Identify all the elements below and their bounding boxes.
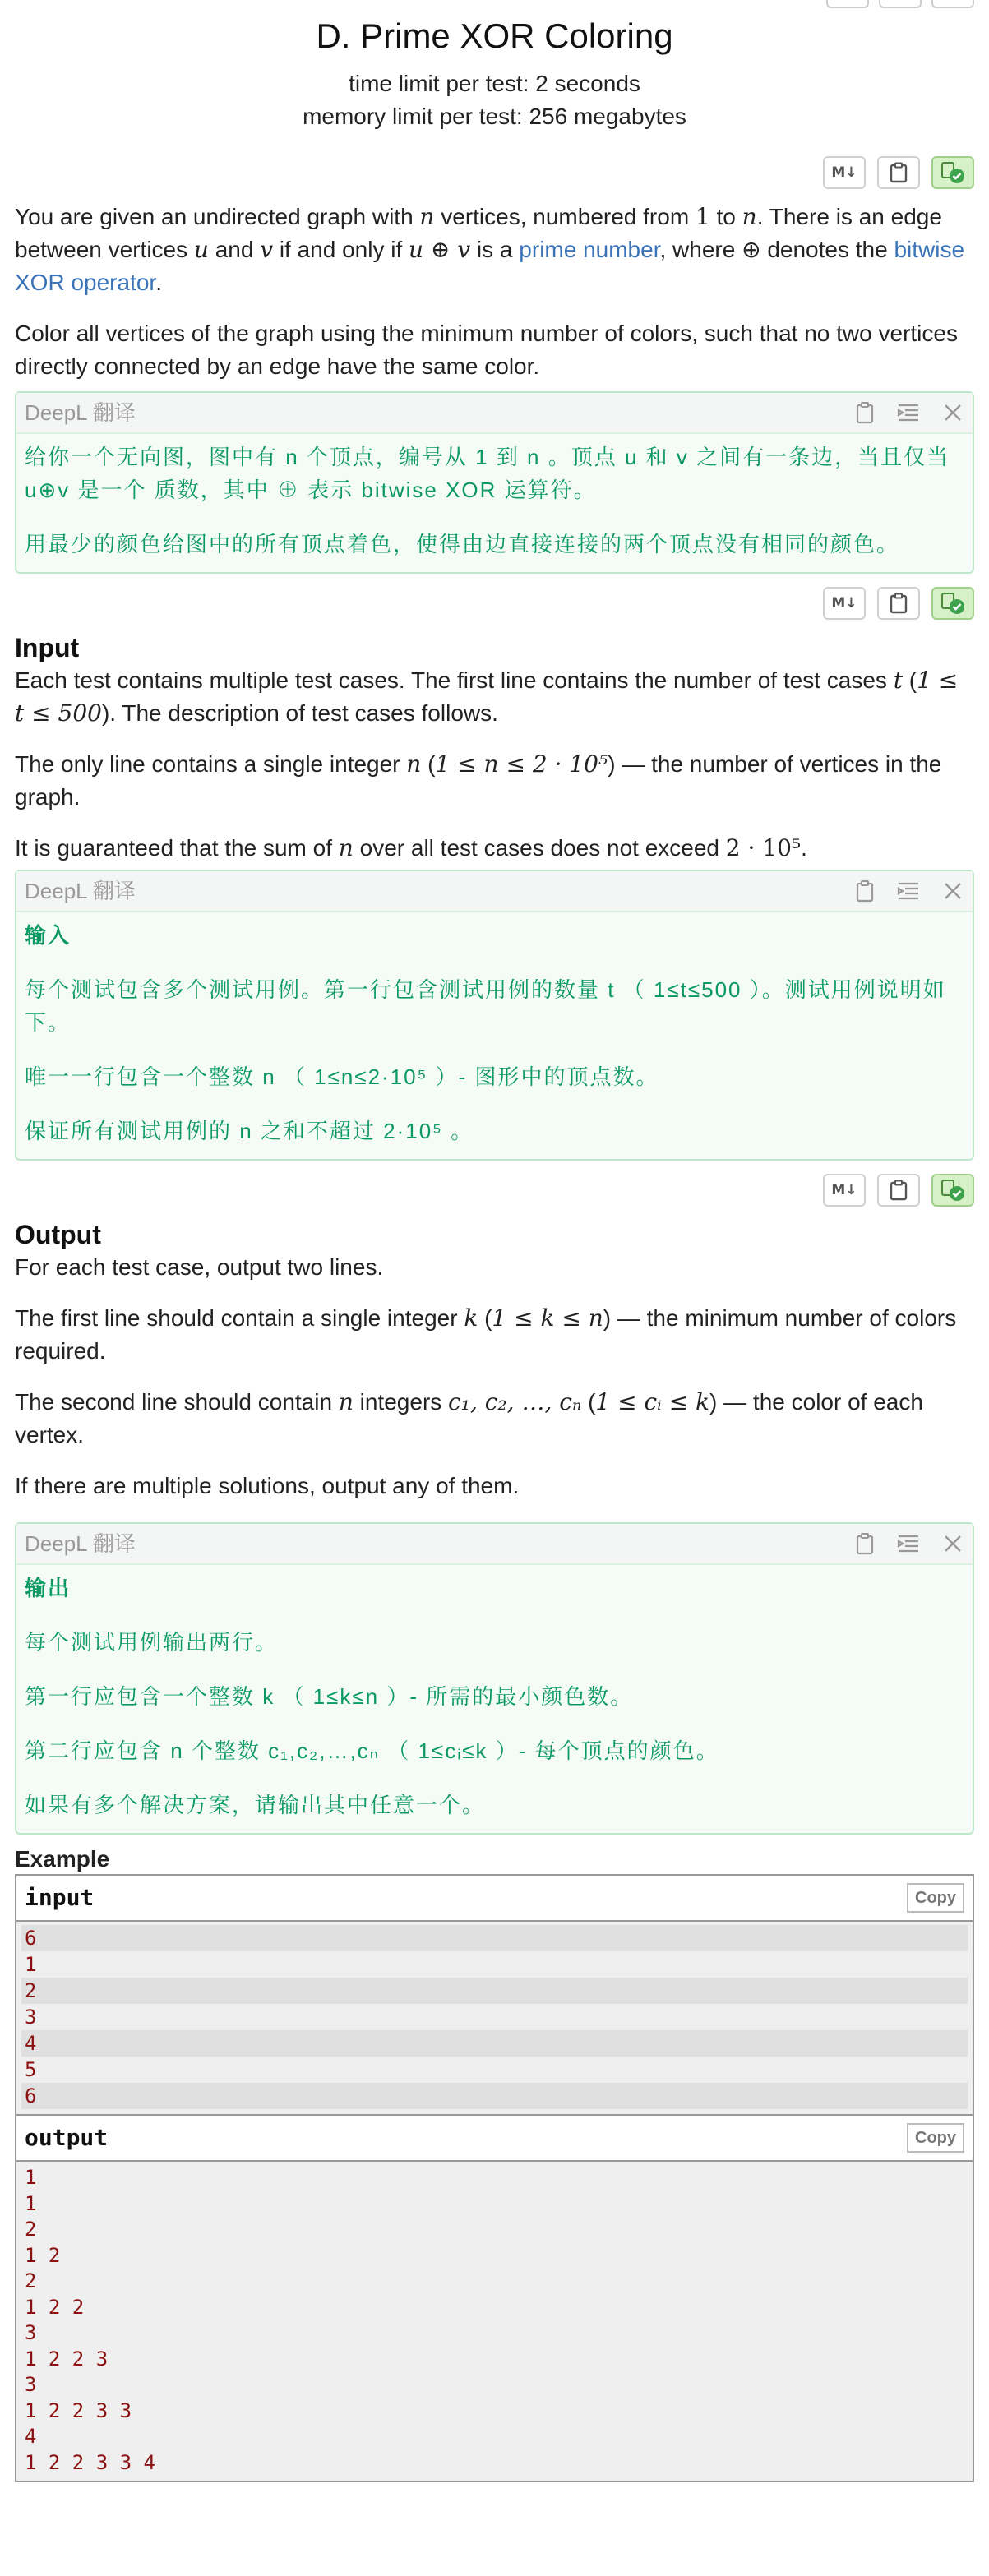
output-line: 1 2 2 3 3 4 xyxy=(25,2450,155,2474)
problem-title: D. Prime XOR Coloring xyxy=(316,16,673,55)
deepl-paragraph: 每个测试包含多个测试用例。第一行包含测试用例的数量 t （ 1≤t≤500 ）。测试用例说明如下。 xyxy=(25,977,946,1035)
text: It is guaranteed that the sum of xyxy=(15,835,339,861)
copy-icon[interactable] xyxy=(856,1532,874,1555)
md-button-stub[interactable] xyxy=(826,0,869,8)
input-toolbar xyxy=(15,587,974,623)
copy-output-button[interactable]: Copy xyxy=(907,2123,964,2153)
statement-toolbar xyxy=(15,156,974,192)
statement-paragraph-2: Color all vertices of the graph using the minimum number of colors, such that no two vertices directly connected by an edge have the same color. xyxy=(15,321,958,379)
input-paragraph-3 xyxy=(15,832,974,865)
math: 2 · 10⁵ xyxy=(725,834,802,861)
output-line: 1 2 2 3 3 xyxy=(25,2398,132,2422)
input-paragraph-1 xyxy=(15,664,974,730)
math: u ⊕ v xyxy=(409,236,471,263)
translate-check-icon xyxy=(940,160,966,185)
markdown-icon: M↓ xyxy=(831,164,857,181)
prime-number-link[interactable]: prime number xyxy=(519,237,660,262)
text: . There is an edge between vertices xyxy=(15,204,942,262)
text: integers xyxy=(353,1389,449,1415)
output-line: 1 2 xyxy=(25,2243,61,2267)
input-line: 6 xyxy=(21,1925,968,1951)
text: The first line should contain a single integer xyxy=(15,1305,464,1331)
deepl-section-title: 输出 xyxy=(25,1576,72,1600)
text: and xyxy=(208,237,261,262)
output-header xyxy=(16,2116,973,2162)
output-toolbar xyxy=(15,1174,974,1210)
close-icon[interactable] xyxy=(943,1534,963,1553)
text: ). The description of test cases follows. xyxy=(101,700,498,726)
output-paragraph-3 xyxy=(15,1386,974,1452)
input-line: 1 xyxy=(25,1953,37,1976)
deepl-paragraph: 第二行应包含 n 个整数 c₁,c₂,…,cₙ （ 1≤cᵢ≤k ）- 每个顶点的颜色。 xyxy=(25,1738,719,1763)
text: ) — the color of each vertex. xyxy=(15,1389,923,1447)
text: You are given an undirected graph with xyxy=(15,204,420,229)
deepl-header xyxy=(16,871,973,912)
deepl-header xyxy=(16,1524,973,1565)
output-line: 4 xyxy=(25,2425,37,2448)
text: ( xyxy=(902,667,917,693)
math: n xyxy=(338,834,354,861)
text: ( xyxy=(478,1305,492,1331)
example-box xyxy=(15,1874,974,2482)
input-line: 6 xyxy=(21,2083,968,2109)
clipboard-button[interactable] xyxy=(877,156,920,189)
text: over all test cases does not exceed xyxy=(353,835,726,861)
math: v xyxy=(260,236,274,263)
deepl-label: DeepL 翻译 xyxy=(25,879,136,903)
bitwise-xor-link[interactable]: bitwise XOR operator xyxy=(15,237,965,295)
output-line: 1 xyxy=(25,2191,37,2215)
copy-input-button[interactable]: Copy xyxy=(907,1883,964,1913)
output-body xyxy=(16,2162,973,2481)
example-title: Example xyxy=(15,1846,110,1872)
text: ) — the number of vertices in the graph. xyxy=(15,751,942,810)
input-title: Input xyxy=(15,633,80,662)
text: ( xyxy=(421,751,436,777)
close-icon[interactable] xyxy=(943,403,963,422)
output-paragraph-1: For each test case, output two lines. xyxy=(15,1254,384,1280)
input-line: 2 xyxy=(21,1978,968,2004)
translate-check-icon xyxy=(940,591,966,616)
deepl-paragraph: 如果有多个解决方案，请输出其中任意一个。 xyxy=(25,1793,486,1817)
top-toolbar-stub xyxy=(826,0,974,8)
deepl-translation-input xyxy=(15,870,974,1161)
deepl-paragraph: 唯一一行包含一个整数 n （ 1≤n≤2·10⁵ ）- 图形中的顶点数。 xyxy=(25,1064,659,1089)
clipboard-icon xyxy=(890,593,908,614)
translate-button-stub[interactable] xyxy=(931,0,974,8)
math: 1 ≤ n ≤ 2 · 10⁵ xyxy=(435,750,608,778)
markdown-button[interactable] xyxy=(823,156,866,189)
output-label: output xyxy=(25,2124,109,2151)
deepl-body xyxy=(16,1565,973,1833)
output-paragraph-2 xyxy=(15,1302,974,1368)
deepl-translation-statement xyxy=(15,391,974,574)
output-line: 3 xyxy=(25,2321,37,2344)
deepl-translation-output xyxy=(15,1522,974,1835)
math: u xyxy=(193,236,209,263)
input-section xyxy=(15,631,974,865)
text: if and only if xyxy=(273,237,409,262)
math: c₁, c₂, …, cₙ xyxy=(448,1388,582,1415)
text: vertices, numbered from xyxy=(434,204,696,229)
math: n xyxy=(419,203,435,230)
deepl-body xyxy=(16,912,973,1159)
output-section xyxy=(15,1218,974,1503)
markdown-button[interactable] xyxy=(823,587,866,620)
math: 1 ≤ cᵢ ≤ k xyxy=(595,1388,710,1415)
text: . xyxy=(155,270,162,295)
clipboard-button[interactable] xyxy=(877,587,920,620)
clipboard-button[interactable] xyxy=(877,1174,920,1207)
math: n xyxy=(742,203,757,230)
memory-limit: memory limit per test: 256 megabytes xyxy=(303,104,686,129)
text: The second line should contain xyxy=(15,1389,339,1415)
markdown-button[interactable] xyxy=(823,1174,866,1207)
text: The only line contains a single integer xyxy=(15,751,407,777)
text: ) — the minimum number of colors required. xyxy=(15,1305,957,1364)
translate-button[interactable] xyxy=(931,156,974,189)
text: ( xyxy=(581,1389,596,1415)
deepl-header xyxy=(16,393,973,434)
output-line: 2 xyxy=(25,2269,37,2292)
input-label: input xyxy=(25,1884,95,1911)
math: n xyxy=(406,750,422,778)
markdown-icon: M↓ xyxy=(831,595,857,612)
deepl-body xyxy=(16,434,973,572)
output-title: Output xyxy=(15,1220,101,1249)
math: 1 ≤ t ≤ 500 xyxy=(15,667,959,727)
statement-paragraph-1 xyxy=(15,201,974,299)
deepl-paragraph: 给你一个无向图，图中有 n 个顶点，编号从 1 到 n 。顶点 u 和 v 之间有一条边，当且仅当 u⊕v 是一个 质数，其中 ⊕ 表示 bitwise XOR 运算符。 xyxy=(25,445,950,502)
time-limit: time limit per test: 2 seconds xyxy=(349,71,640,96)
deepl-paragraph: 保证所有测试用例的 n 之和不超过 2·10⁵ 。 xyxy=(25,1119,474,1143)
input-line: 5 xyxy=(25,2058,37,2081)
output-line: 1 2 2 3 xyxy=(25,2347,109,2371)
deepl-actions xyxy=(856,1532,963,1555)
statement xyxy=(15,201,974,383)
clipboard-icon xyxy=(890,162,908,183)
deepl-label: DeepL 翻译 xyxy=(25,1531,136,1556)
text: . xyxy=(801,835,807,861)
math: t xyxy=(893,667,903,694)
deepl-paragraph: 每个测试用例输出两行。 xyxy=(25,1630,279,1655)
collapse-icon[interactable] xyxy=(897,881,920,901)
markdown-icon: M↓ xyxy=(831,1182,857,1198)
text: , where ⊕ denotes the xyxy=(659,237,894,262)
problem-header xyxy=(15,0,974,133)
translate-button[interactable] xyxy=(931,1174,974,1207)
math: n xyxy=(338,1388,354,1415)
output-line: 1 xyxy=(25,2166,37,2189)
text: is a xyxy=(470,237,520,262)
output-paragraph-4: If there are multiple solutions, output any of them. xyxy=(15,1473,520,1498)
text: Each test contains multiple test cases. The first line contains the number of test cases xyxy=(15,667,894,693)
math: k xyxy=(464,1304,478,1332)
text: to xyxy=(709,204,742,229)
collapse-icon[interactable] xyxy=(897,1534,920,1553)
output-line: 3 xyxy=(25,2373,37,2396)
math: 1 xyxy=(695,203,710,230)
output-line: 2 xyxy=(25,2218,37,2241)
translate-check-icon xyxy=(940,1178,966,1203)
deepl-paragraph: 第一行应包含一个整数 k （ 1≤k≤n ）- 所需的最小颜色数。 xyxy=(25,1684,634,1709)
input-body xyxy=(16,1922,973,2114)
clipboard-icon xyxy=(890,1180,908,1201)
deepl-paragraph: 用最少的颜色给图中的所有顶点着色，使得由边直接连接的两个顶点没有相同的颜色。 xyxy=(25,532,900,556)
input-line: 4 xyxy=(21,2030,968,2057)
translate-button[interactable] xyxy=(931,587,974,620)
input-line: 3 xyxy=(25,2006,37,2029)
collapse-icon[interactable] xyxy=(897,403,920,422)
deepl-actions xyxy=(856,401,963,424)
input-paragraph-2 xyxy=(15,748,974,814)
copy-icon[interactable] xyxy=(856,401,874,424)
deepl-actions xyxy=(856,879,963,903)
clipboard-button-stub[interactable] xyxy=(879,0,922,8)
copy-icon[interactable] xyxy=(856,879,874,903)
math: 1 ≤ k ≤ n xyxy=(492,1304,603,1332)
output-line: 1 2 2 xyxy=(25,2295,85,2319)
deepl-label: DeepL 翻译 xyxy=(25,400,136,425)
input-header xyxy=(16,1876,973,1922)
deepl-section-title: 输入 xyxy=(25,923,72,948)
close-icon[interactable] xyxy=(943,881,963,901)
